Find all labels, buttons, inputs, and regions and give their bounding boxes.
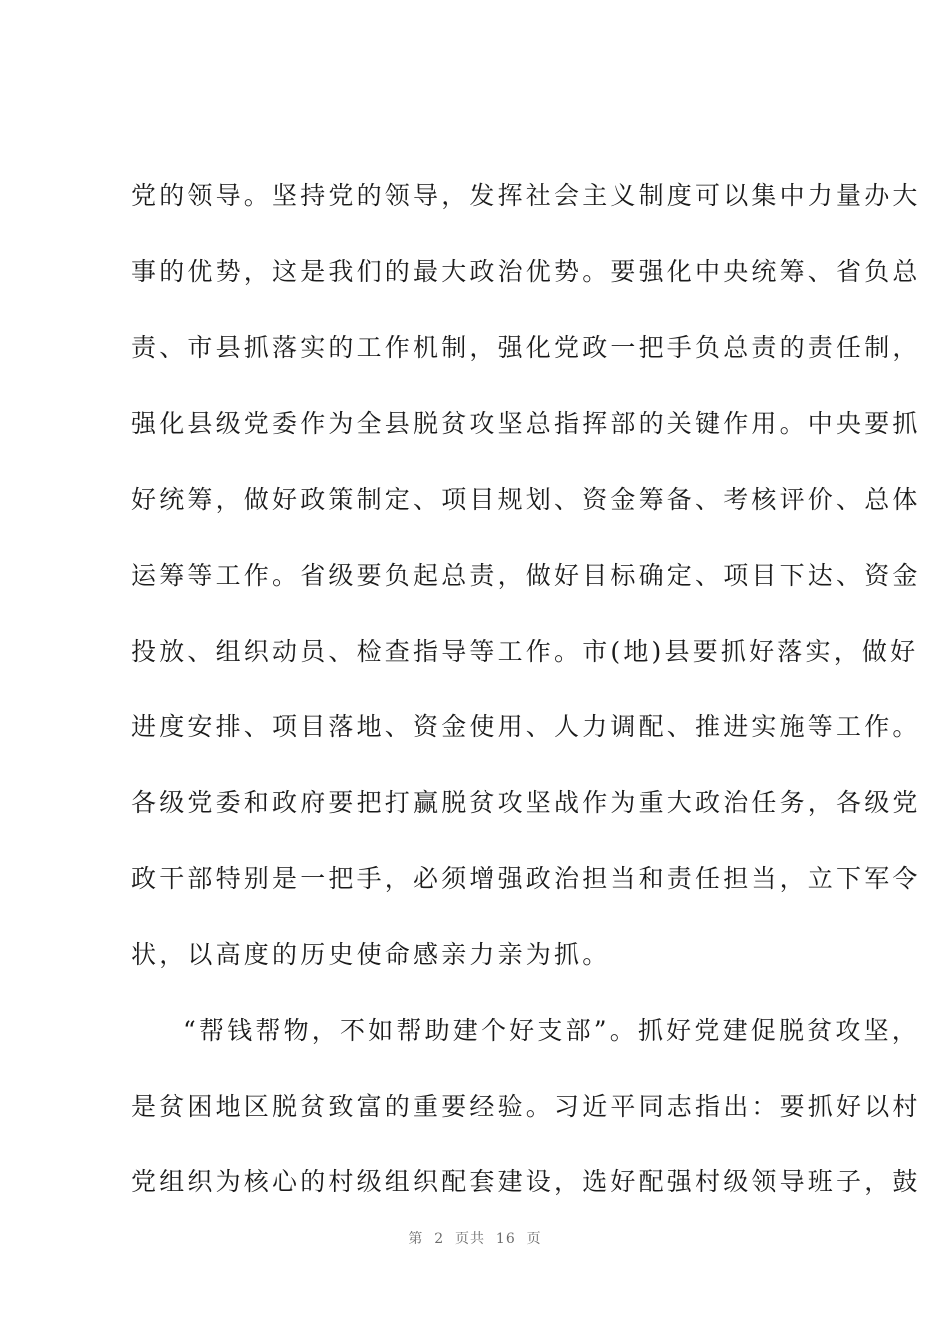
text-line: 投放、组织动员、检查指导等工作。市(地)县要抓好落实，做好 bbox=[131, 637, 919, 666]
text-line: 强化县级党委作为全县脱贫攻坚总指挥部的关键作用。中央要抓 bbox=[131, 409, 921, 438]
text-line: 状，以高度的历史使命感亲力亲为抓。 bbox=[131, 940, 611, 969]
text-line: 党的领导。坚持党的领导，发挥社会主义制度可以集中力量办大 bbox=[131, 181, 921, 210]
text-line: 是贫困地区脱贫致富的重要经验。习近平同志指出：要抓好以村 bbox=[131, 1092, 921, 1121]
page-number-footer: 第 2 页共 16 页 bbox=[408, 1231, 542, 1247]
text-line: 政干部特别是一把手，必须增强政治担当和责任担当，立下军令 bbox=[131, 864, 921, 893]
text-line: 党组织为核心的村级组织配套建设，选好配强村级领导班子，鼓 bbox=[131, 1167, 921, 1196]
text-line: 事的优势，这是我们的最大政治优势。要强化中央统筹、省负总 bbox=[131, 257, 921, 286]
text-line: 各级党委和政府要把打赢脱贫攻坚战作为重大政治任务，各级党 bbox=[131, 788, 921, 817]
text-line: 运筹等工作。省级要负起总责，做好目标确定、项目下达、资金 bbox=[131, 561, 921, 590]
text-line: 进度安排、项目落地、资金使用、人力调配、推进实施等工作。 bbox=[131, 712, 921, 741]
text-line: 责、市县抓落实的工作机制，强化党政一把手负总责的责任制， bbox=[131, 333, 921, 362]
paragraph-first-line: “帮钱帮物，不如帮助建个好支部”。抓好党建促脱贫攻坚， bbox=[183, 1016, 920, 1045]
text-line: 好统筹，做好政策制定、项目规划、资金筹备、考核评价、总体 bbox=[131, 485, 921, 514]
